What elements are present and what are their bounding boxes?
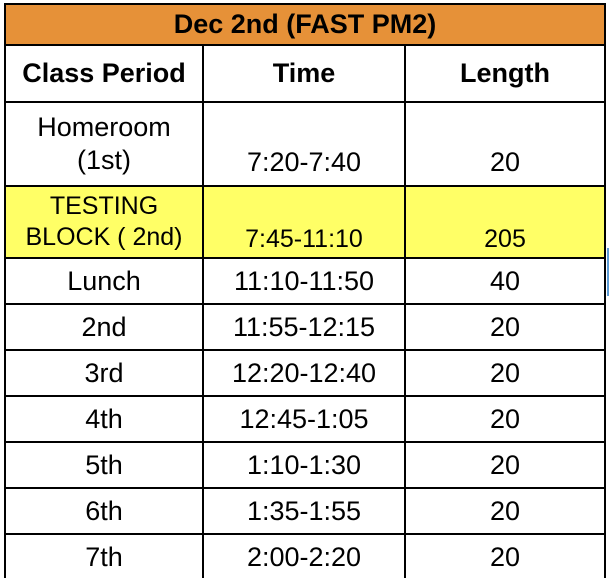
period-cell[interactable]: Lunch (5, 258, 203, 304)
table-title[interactable]: Dec 2nd (FAST PM2) (5, 4, 605, 45)
length-cell[interactable]: 40 (405, 258, 605, 304)
title-row (5, 4, 605, 45)
length-cell[interactable]: 20 (405, 304, 605, 350)
period-line: Homeroom (37, 112, 171, 142)
time-cell[interactable]: 12:20-12:40 (203, 350, 405, 396)
period-line: TESTING (49, 192, 159, 220)
header-class-period[interactable]: Class Period (5, 45, 203, 102)
period-cell[interactable]: 2nd (5, 304, 203, 350)
period-cell[interactable] (5, 186, 203, 258)
period-cell[interactable]: 7th (5, 534, 203, 578)
table-row (5, 258, 605, 304)
time-cell[interactable]: 7:45-11:10 (203, 186, 405, 258)
header-time[interactable]: Time (203, 45, 405, 102)
time-cell[interactable]: 1:35-1:55 (203, 488, 405, 534)
length-cell[interactable]: 20 (405, 102, 605, 186)
time-cell[interactable]: 11:10-11:50 (203, 258, 405, 304)
period-cell[interactable]: 4th (5, 396, 203, 442)
period-cell[interactable]: 5th (5, 442, 203, 488)
table-row (5, 488, 605, 534)
table-row (5, 534, 605, 578)
period-cell[interactable]: 3rd (5, 350, 203, 396)
table-row (5, 350, 605, 396)
schedule-table (4, 3, 606, 578)
table-row (5, 304, 605, 350)
time-cell[interactable]: 7:20-7:40 (203, 102, 405, 186)
header-length[interactable]: Length (405, 45, 605, 102)
table-row (5, 396, 605, 442)
header-row (5, 45, 605, 102)
length-cell[interactable]: 20 (405, 396, 605, 442)
table-row (5, 102, 605, 186)
length-cell[interactable]: 20 (405, 442, 605, 488)
period-line: (1st) (77, 145, 131, 175)
table-row-highlighted (5, 186, 605, 258)
length-cell[interactable]: 205 (405, 186, 605, 258)
time-cell[interactable]: 11:55-12:15 (203, 304, 405, 350)
time-cell[interactable]: 2:00-2:20 (203, 534, 405, 578)
table-row (5, 442, 605, 488)
period-cell[interactable] (5, 102, 203, 186)
period-cell[interactable]: 6th (5, 488, 203, 534)
length-cell[interactable]: 20 (405, 534, 605, 578)
time-cell[interactable]: 12:45-1:05 (203, 396, 405, 442)
time-cell[interactable]: 1:10-1:30 (203, 442, 405, 488)
selection-edge-marker (607, 248, 609, 296)
length-cell[interactable]: 20 (405, 350, 605, 396)
period-line: BLOCK ( 2nd) (25, 223, 183, 251)
length-cell[interactable]: 20 (405, 488, 605, 534)
